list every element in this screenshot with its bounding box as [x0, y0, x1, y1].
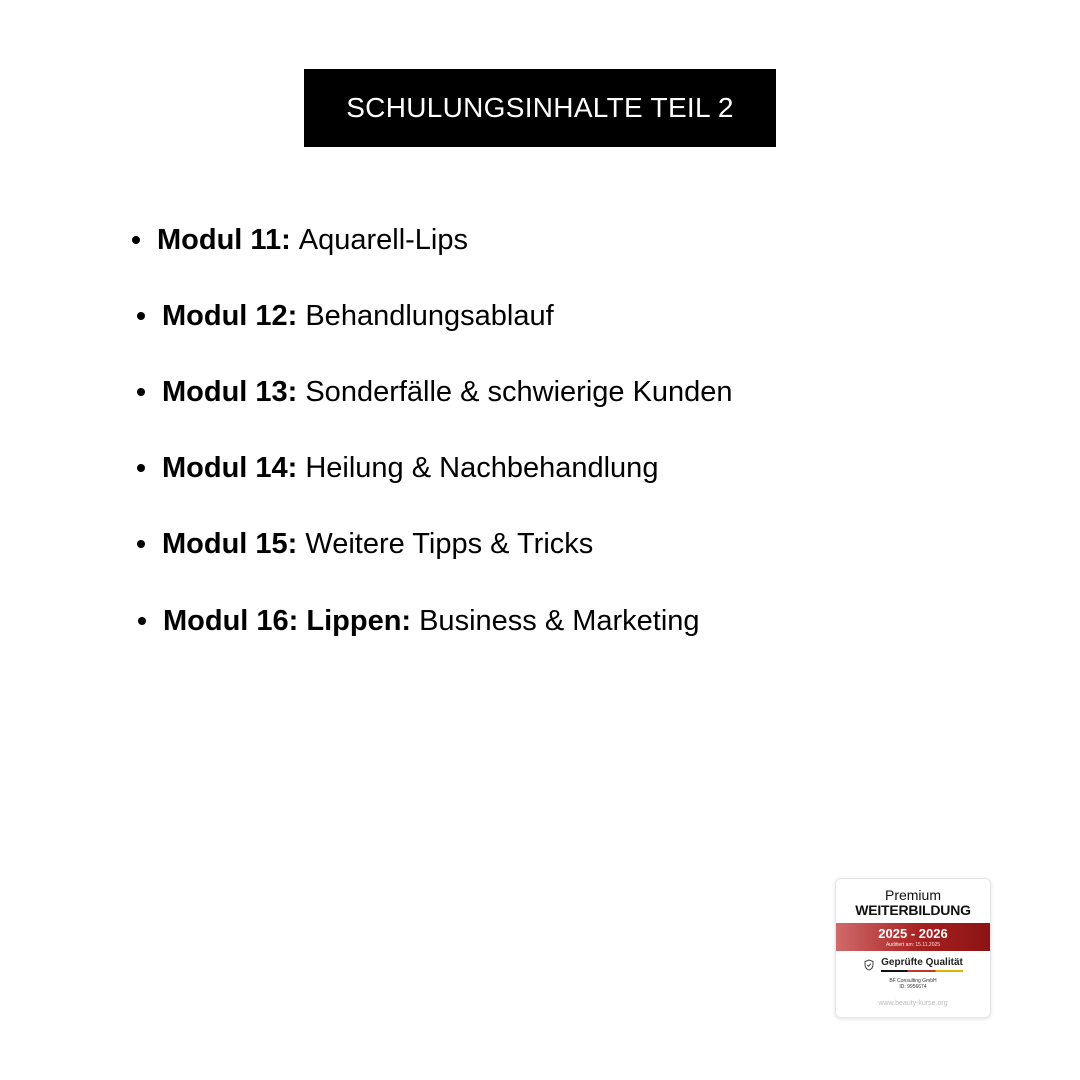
- badge-url: www.beauty-kurse.org: [878, 1000, 948, 1007]
- module-text: Heilung & Nachbehandlung: [305, 451, 659, 484]
- badge-main-text: WEITERBILDUNG: [855, 902, 971, 918]
- badge-id: ID: 9956674: [899, 984, 927, 990]
- module-label: Modul 12:: [162, 299, 298, 332]
- module-label: Modul 15:: [162, 527, 298, 560]
- module-text: Behandlungsablauf: [305, 299, 554, 332]
- badge-company: BF Consulting GmbH: [889, 978, 937, 984]
- bullet-icon: [137, 464, 145, 472]
- module-text: Sonderfälle & schwierige Kunden: [305, 375, 733, 408]
- module-label: Modul 13:: [162, 375, 298, 408]
- module-label: Modul 16: Lippen:: [163, 604, 412, 637]
- list-item: [137, 524, 593, 564]
- list-item: [132, 220, 468, 260]
- badge-years: 2025 - 2026: [878, 926, 948, 941]
- list-item: [137, 372, 733, 412]
- badge-quality-text: Geprüfte Qualität: [881, 957, 963, 972]
- module-text: Aquarell-Lips: [298, 223, 468, 256]
- list-item: [138, 601, 700, 641]
- bullet-icon: [137, 388, 145, 396]
- module-text: Business & Marketing: [419, 604, 700, 637]
- badge-band: [836, 923, 990, 951]
- badge-top-text: Premium: [884, 887, 941, 903]
- list-item: [137, 296, 554, 336]
- bullet-icon: [138, 617, 146, 625]
- page-title: [304, 69, 776, 147]
- module-label: Modul 14:: [162, 451, 298, 484]
- bullet-icon: [132, 236, 140, 244]
- module-label: Modul 11:: [157, 223, 291, 256]
- bullet-icon: [137, 312, 145, 320]
- page-title-text: SCHULUNGSINHALTE TEIL 2: [346, 92, 734, 123]
- badge-quality-row: [836, 957, 990, 972]
- shield-icon: [863, 959, 875, 971]
- bullet-icon: [137, 540, 145, 548]
- list-item: [137, 448, 658, 488]
- badge-audit-date: Auditiert am: 15.11.2025: [885, 942, 941, 948]
- quality-badge: [835, 878, 991, 1018]
- module-text: Weitere Tipps & Tricks: [305, 527, 594, 560]
